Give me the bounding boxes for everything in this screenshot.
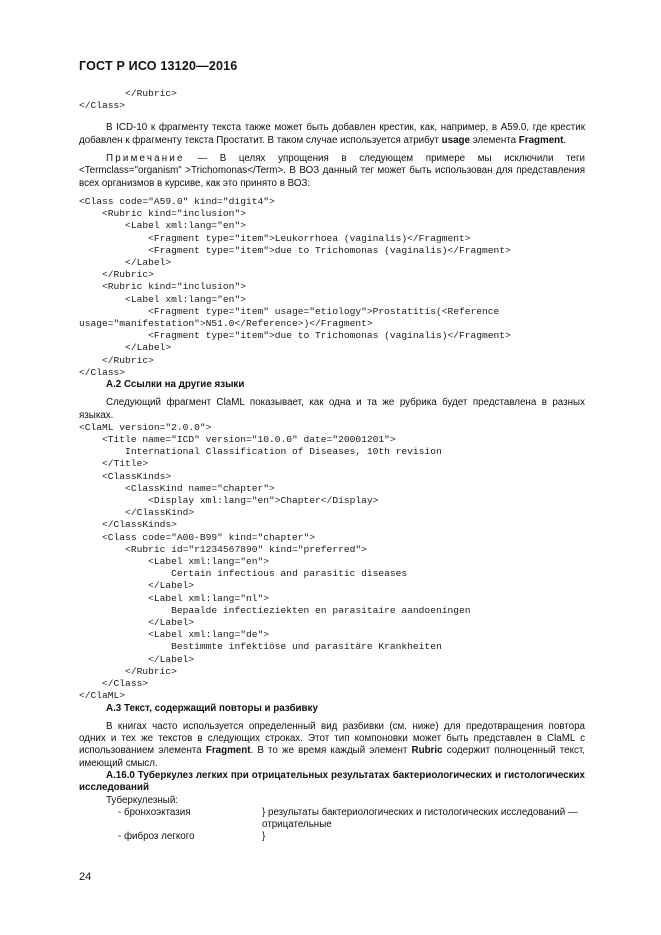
section-heading-a3: А.3 Текст, содержащий повторы и разбивку [106, 702, 318, 714]
code-block-closing: </Rubric> </Class> [79, 88, 177, 112]
example-row-2 [79, 831, 585, 843]
example-title: А.16.0 Туберкулез легких при отрицательных результатах бактериологических и гистологических исследований [79, 769, 585, 794]
example-row-1 [79, 807, 585, 832]
paragraph-a2: Следующий фрагмент ClaML показывает, как одна и та же рубрика будет представлена в разных языках. [79, 397, 585, 421]
page-number: 24 [79, 871, 92, 883]
section-heading-a2: А.2 Ссылки на другие языки [106, 378, 245, 390]
code-block-claml: <ClaML version="2.0.0"> <Title name="ICD" version="10.0.0" date="20001201"> International Classification of Diseases, 10th revision </Title> <ClassKinds> <ClassKind name="chapter"> <Display xml:lang="en">Chapter</Display> </ClassKind> </ClassKinds> <Class code="A00-B99" kind="chapter"> <Rubric id="r1234567890" kind="preferred"> <Label xml:lang="en"> Certain infectious and parasitic diseases </Label> <Label xml:lang="nl"> Bepaalde infectieziekten en parasitaire aandoeningen </Label> <Label xml:lang="de"> Bestimmte infektiöse und parasitäre Krankheiten </Label> </Rubric> </Class> </ClaML> [79, 421, 471, 702]
example-item-2: - фиброз легкого [118, 831, 195, 843]
document-header: ГОСТ Р ИСО 13120—2016 [79, 59, 238, 73]
example-list [79, 795, 585, 844]
example-intro: Туберкулезный: [106, 794, 179, 806]
example-item-1: - бронхоэктазия [118, 806, 191, 818]
page-body [79, 88, 585, 844]
note-paragraph: Примечание — В целях упрощения в следующем примере мы исключили теги <Termclass="organism" >Trichomonas</Term>. В ВОЗ данный тег может быть использован для представления всех организмов в курсиве, как это принято в ВОЗ: [79, 153, 585, 189]
example-brace-text: } результаты бактериологических и гистологических исследований — отрицательные [262, 806, 578, 831]
note-label: Примечание [106, 153, 185, 164]
paragraph-a3: В книгах часто используется определенный вид разбивки (см. ниже) для предотвращения повтора одних и тех же текстов в следующих строках. Этот тип компоновки может быть представлен в ClaML с использованием элемента Fragment. В то же время каждый элемент Rubric содержит полноценный текст, имеющий смысл. [79, 720, 585, 769]
code-block-a59: <Class code="A59.0" kind="digit4"> <Rubric kind="inclusion"> <Label xml:lang="en"> <Fragment type="item">Leukorrhoea (vaginalis)</Fragment> <Fragment type="item">due to Trichomonas (vaginalis)</Fragment> </Label> </Rubric> <Rubric kind="inclusion"> <Label xml:lang="en"> <Fragment type="item" usage="etiology">Prostatitis(<Reference usage="manifestation">N51.0</Reference>)</Fragment> <Fragment type="item">due to Trichomonas (vaginalis)</Fragment> </Label> </Rubric> </Class> [79, 195, 511, 378]
example-brace-2: } [262, 831, 266, 843]
paragraph-icd10-dagger: В ICD-10 к фрагменту текста также может быть добавлен крестик, как, например, в А59.0, где крестик добавлен к фрагменту текста Простатит. В таком случае используется атрибут usage элемента Fragment. [79, 122, 585, 146]
